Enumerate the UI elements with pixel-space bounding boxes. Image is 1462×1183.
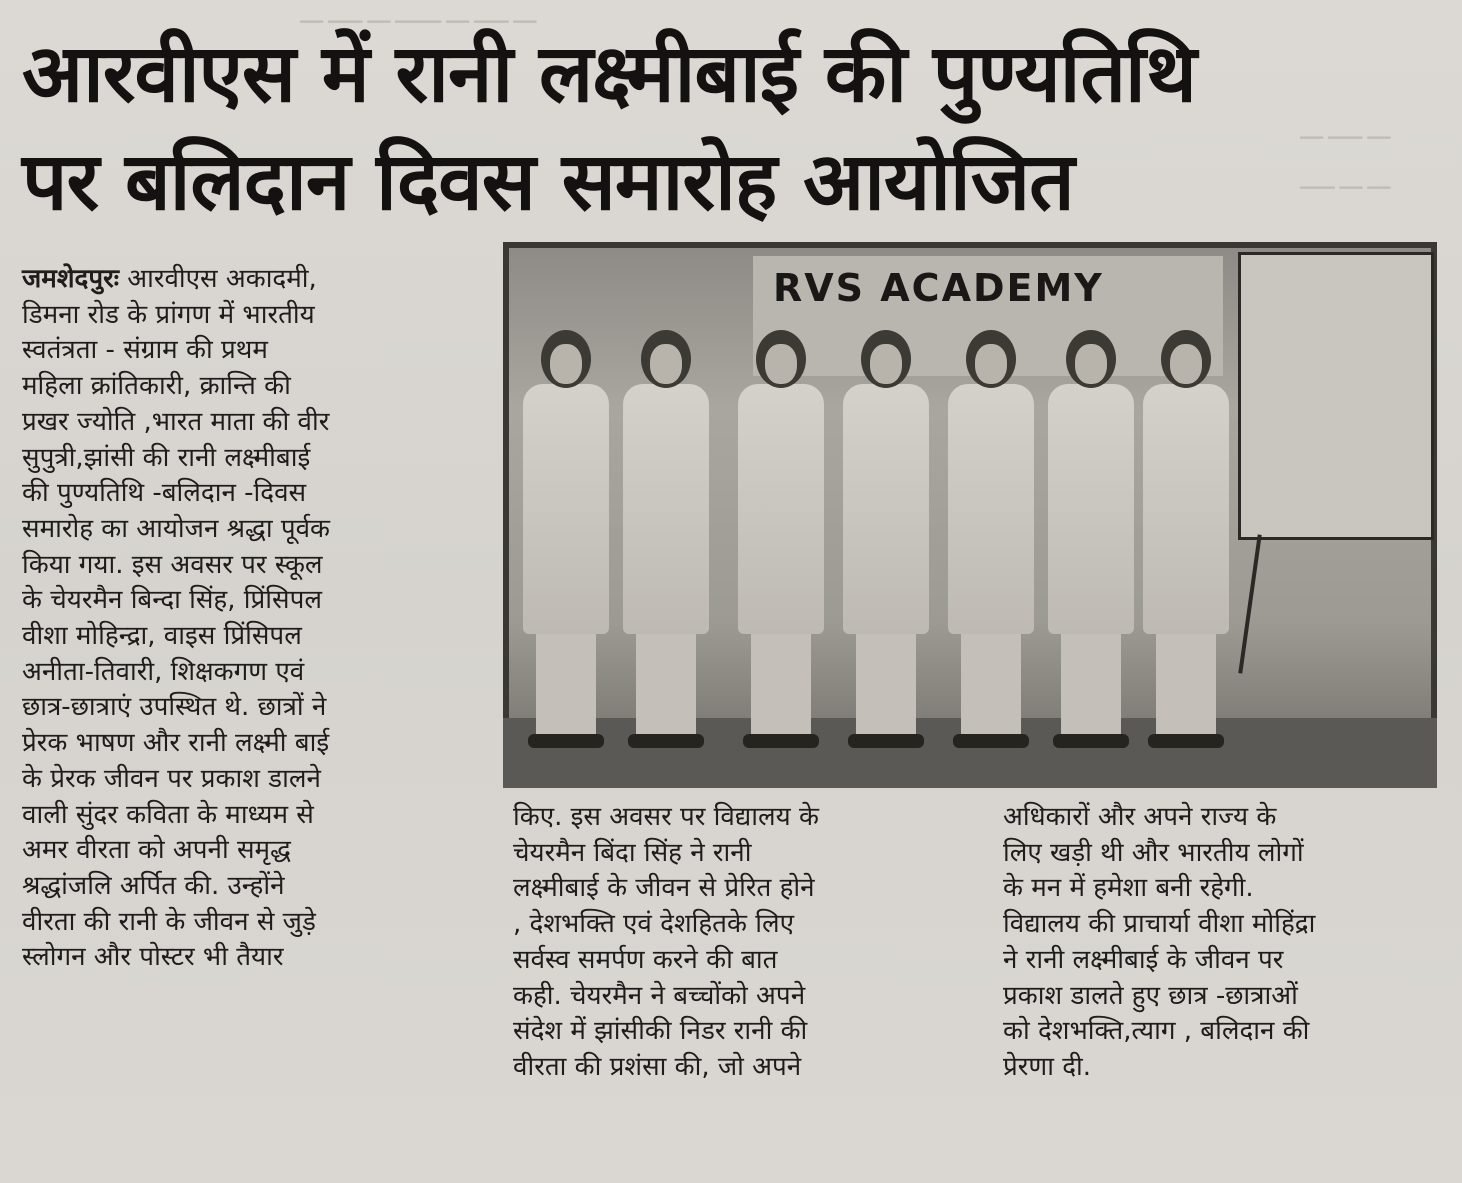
col2-line: संदेश में झांसीकी निडर रानी की: [513, 1016, 808, 1047]
col2-line: चेयरमैन बिंदा सिंह ने रानी: [513, 837, 752, 868]
student-figure: [1048, 330, 1134, 748]
col1-line: समारोह का आयोजन श्रद्धा पूर्वक: [22, 513, 331, 544]
col3-line: अधिकारों और अपने राज्य के: [1003, 802, 1277, 832]
col1-line: डिमना रोड के प्रांगण में भारतीय: [22, 299, 315, 330]
student-figure: [738, 330, 824, 748]
col1-line: के प्रेरक जीवन पर प्रकाश डालने: [22, 763, 321, 794]
col3-line: प्रकाश डालते हुए छात्र -छात्राओं: [1003, 980, 1298, 1011]
col2-line: किए. इस अवसर पर विद्यालय के: [513, 802, 819, 832]
col1-line: प्रेरक भाषण और रानी लक्ष्मी बाई: [22, 728, 330, 759]
article-photo: [503, 242, 1437, 788]
student-figure: [948, 330, 1034, 748]
bleed-through-texture: ▁▁▁ ▁▁ ▁▁: [1300, 171, 1391, 189]
dateline: जमशेदपुरः: [22, 264, 119, 294]
col1-line: वीशा मोहिन्द्रा, वाइस प्रिंसिपल: [22, 621, 302, 652]
col3-line: विद्यालय की प्राचार्या वीशा मोहिंद्रा: [1003, 909, 1316, 940]
article-column-1: [22, 262, 464, 976]
col1-line: महिला क्रांतिकारी, क्रान्ति की: [22, 371, 291, 402]
col2-line: कही. चेयरमैन ने बच्चोंको अपने: [513, 980, 806, 1011]
col3-line: को देशभक्ति,त्याग , बलिदान की: [1003, 1016, 1310, 1047]
article-column-2: [513, 800, 953, 1086]
portrait-poster: [1238, 252, 1434, 540]
col1-line: किया गया. इस अवसर पर स्कूल: [22, 549, 323, 580]
col1-line-0: जमशेदपुरः आरवीएस अकादमी,: [22, 264, 317, 294]
col2-line: लक्ष्मीबाई के जीवन से प्रेरित होने: [513, 873, 815, 904]
col2-line: वीरता की प्रशंसा की, जो अपने: [513, 1051, 802, 1082]
bleed-through-texture: ▁▁ ▁▁▁ ▁▁: [1300, 121, 1391, 139]
student-figure: [623, 330, 709, 748]
col1-line: अमर वीरता को अपनी समृद्ध: [22, 835, 291, 866]
article-column-3: [1003, 800, 1443, 1086]
col1-line: स्वतंत्रता - संग्राम की प्रथम: [22, 335, 268, 366]
headline-line-1: आरवीएस में रानी लक्ष्मीबाई की पुण्यतिथि: [22, 27, 1196, 120]
col1-line: वीरता की रानी के जीवन से जुड़े: [22, 906, 316, 937]
student-figure: [523, 330, 609, 748]
col1-line: अनीता-तिवारी, शिक्षकगण एवं: [22, 656, 305, 687]
col1-line: सुपुत्री,झांसी की रानी लक्ष्मीबाई: [22, 442, 311, 473]
col1-line: श्रद्धांजलि अर्पित की. उन्होंने: [22, 870, 285, 901]
col1-line: प्रखर ज्योति ,भारत माता की वीर: [22, 406, 330, 437]
col3-line: प्रेरणा दी.: [1003, 1051, 1092, 1082]
col3-line: ने रानी लक्ष्मीबाई के जीवन पर: [1003, 944, 1284, 975]
col1-line: के चेयरमैन बिन्दा सिंह, प्रिंसिपल: [22, 585, 322, 616]
col1-line: स्लोगन और पोस्टर भी तैयार: [22, 942, 284, 973]
col1-line: वाली सुंदर कविता के माध्यम से: [22, 799, 314, 830]
headline-line-2: पर बलिदान दिवस समारोह आयोजित: [22, 135, 1074, 228]
col3-line: लिए खड़ी थी और भारतीय लोगों: [1003, 837, 1304, 868]
col1-line: छात्र-छात्राएं उपस्थित थे. छात्रों ने: [22, 692, 327, 723]
photo-banner-text: RVS ACADEMY: [773, 266, 1104, 310]
bleed-through-texture: ▁▁ ▁▁▁ ▁▁ ▁▁▁▁ ▁▁ ▁▁▁ ▁▁: [300, 5, 537, 23]
col3-line: के मन में हमेशा बनी रहेगी.: [1003, 873, 1254, 904]
col2-line: , देशभक्ति एवं देशहितके लिए: [513, 909, 794, 940]
col2-line: सर्वस्व समर्पण करने की बात: [513, 944, 778, 975]
student-figure: [843, 330, 929, 748]
student-figure: [1143, 330, 1229, 748]
col1-line: की पुण्यतिथि -बलिदान -दिवस: [22, 478, 307, 509]
